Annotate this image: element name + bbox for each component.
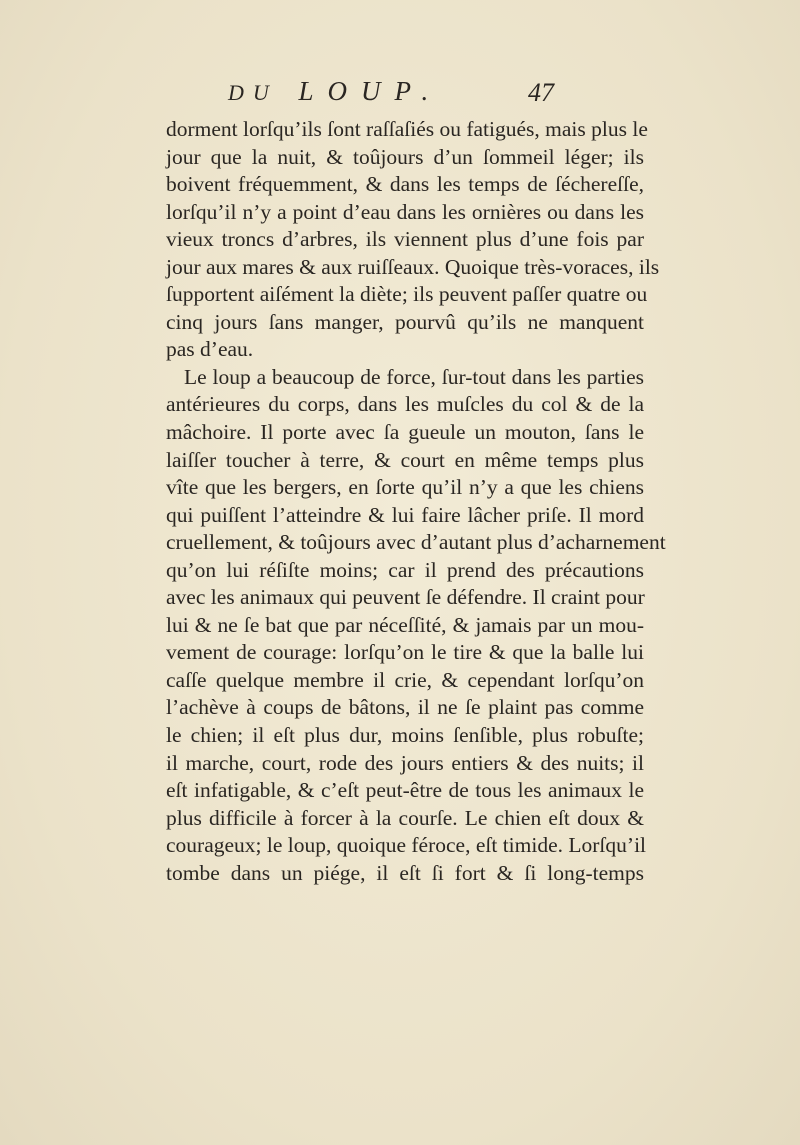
text-line: plus difficile à forcer à la courſe. Le chien eſt doux & [166,805,644,830]
text-line: courageux; le loup, quoique féroce, eſt timide. Lorſqu’il [166,833,647,858]
text-line: dorment lorſqu’ils ſont raſſaſiés ou fatigués, mais plus le [166,117,648,141]
text-line: eſt infatigable, & c’eſt peut-être de tous les animaux le [166,778,644,803]
text-line: jour que la nuit, & toûjours d’un ſommeil léger; ils [166,144,644,169]
text-line: cruellement, & toûjours avec d’autant plus d’acharnement [166,530,666,555]
text-line: qu’on lui réſiſte moins; car il prend des précautions [166,557,644,582]
text-line: vieux troncs d’arbres, ils viennent plus d’une fois par [166,227,644,252]
text-line: mâchoire. Il porte avec ſa gueule un mouton, ſans le [166,420,644,445]
text-line: il marche, court, rode des jours entiers & des nuits; il [166,750,644,775]
text-line: antérieures du corps, dans les muſcles du col & de la [166,392,644,417]
text-line: lui & ne ſe bat que par néceſſité, & jamais par un mou- [166,612,644,637]
text-line: ſupportent aiſément la diète; ils peuvent paſſer quatre ou [166,282,648,307]
page-number: 47 [528,78,554,107]
running-title [228,76,442,107]
text-line: qui puiſſent l’atteindre & lui faire lâcher priſe. Il mord [166,502,644,527]
text-line: vement de courage: lorſqu’on le tire & que la balle lui [166,640,644,665]
running-head [0,76,800,116]
text-line: l’achève à coups de bâtons, il ne ſe plaint pas comme [166,695,644,720]
running-title-part2: LOUP. [298,76,443,106]
text-line: le chien; il eſt plus dur, moins ſenſible, plus robuſte; [166,723,644,748]
text-line: laiſſer toucher à terre, & court en même temps plus [166,447,644,472]
text-line: boivent fréquemment, & dans les temps de ſéchereſſe, [166,172,644,197]
text-line: caſſe quelque membre il crie, & cependant lorſqu’on [166,667,644,692]
text-line: avec les animaux qui peuvent ſe défendre. Il craint pour [166,585,645,610]
text-line-paragraph-start: Le loup a beaucoup de force, ſur-tout dans les parties [184,364,644,389]
text-line: vîte que les bergers, en ſorte qu’il n’y a que les chiens [166,475,644,500]
body-text [166,116,666,887]
text-line: lorſqu’il n’y a point d’eau dans les ornières ou dans les [166,199,644,224]
text-line-paragraph-end: pas d’eau. [166,337,254,362]
text-line: jour aux mares & aux ruiſſeaux. Quoique très-voraces, ils [166,254,660,279]
text-line: cinq jours ſans manger, pourvû qu’ils ne manquent [166,309,644,334]
running-title-part1: DU [228,80,278,105]
text-line: tombe dans un piége, il eſt ſi fort & ſi long-temps [166,860,644,885]
